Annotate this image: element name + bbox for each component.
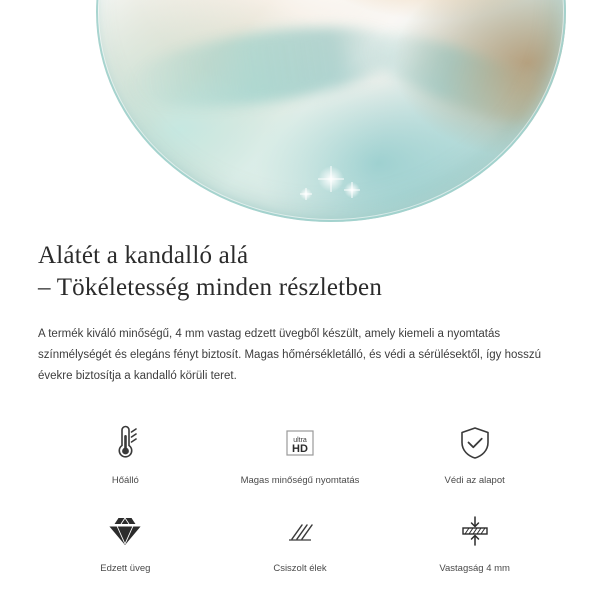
thermometer-icon [103,421,147,465]
feature-label: Magas minőségű nyomtatás [240,475,360,486]
polished-edges-icon [278,509,322,553]
feature-heat-resistant [38,421,213,487]
description-paragraph: A termék kiváló minőségű, 4 mm vastag edzett üvegből készült, amely kiemeli a nyomtatás színmélységét és elegáns fényt biztosít. Magas hőmérsékletálló, és védi a sérülésektől, így hosszú évekre biztosítja a kandalló körüli teret. [38,328,542,382]
feature-label: Csiszolt élek [273,563,327,574]
feature-label: Edzett üveg [100,563,151,574]
svg-text:ultra: ultra [293,437,307,444]
svg-text:HD: HD [292,443,308,455]
ultra-hd-icon [278,421,322,465]
feature-grid [38,421,562,575]
feature-surface-protection [387,421,562,487]
feature-tempered-glass [38,509,213,575]
feature-label: Védi az alapot [444,475,505,486]
thickness-icon [453,509,497,553]
feature-polished-edges [213,509,388,575]
feature-label: Vastagság 4 mm [439,563,510,574]
content-area [0,240,600,575]
shield-check-icon [453,421,497,465]
headline-line-1: Alátét a kandalló alá [38,242,249,269]
feature-print-quality [213,421,388,487]
hero-image [0,0,600,228]
page-title [38,240,562,304]
feature-thickness [387,509,562,575]
headline-line-2: – Tökéletesség minden részletben [38,274,383,301]
feature-label: Hőálló [111,475,139,486]
diamond-icon [103,509,147,553]
